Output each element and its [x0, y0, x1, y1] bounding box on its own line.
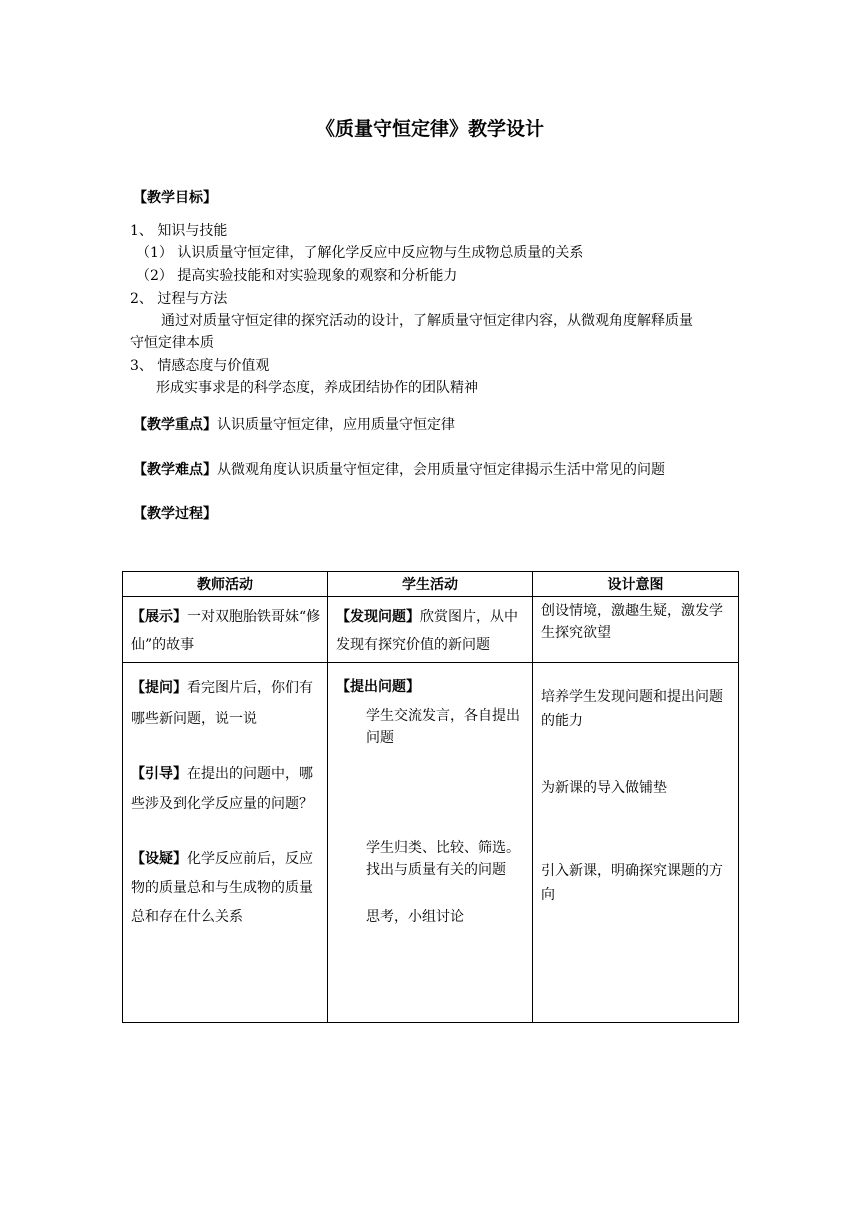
key-point-text: 认识质量守恒定律，应用质量守恒定律 — [217, 417, 455, 433]
difficulty-text: 从微观角度认识质量守恒定律，会用质量守恒定律揭示生活中常见的问题 — [217, 462, 665, 478]
teacher-cell-2 — [123, 663, 328, 1023]
process-heading: 【教学过程】 — [133, 506, 217, 522]
objective-attitude: 3、 情感态度与价值观 — [130, 358, 270, 374]
objective-knowledge-1: （1） 认识质量守恒定律，了解化学反应中反应物与生成物总质量的关系 — [136, 245, 584, 261]
key-point-label: 【教学重点】 — [133, 417, 217, 433]
table-row — [123, 597, 739, 663]
objective-knowledge-2: （2） 提高实验技能和对实验现象的观察和分析能力 — [136, 268, 458, 284]
teacher-tag-show: 【展示】 — [131, 609, 187, 625]
student-text-exchange: 学生交流发言，各自提出问题 — [366, 708, 520, 746]
header-teacher-activity: 教师活动 — [123, 572, 328, 597]
key-point — [133, 414, 455, 434]
intent-cell-2 — [533, 663, 739, 1023]
student-text-discuss: 思考，小组讨论 — [366, 909, 464, 925]
teacher-tag-ask: 【提问】 — [131, 680, 187, 696]
difficulty — [133, 459, 665, 479]
student-text-classify: 学生归类、比较、筛选。找出与质量有关的问题 — [366, 840, 520, 878]
student-tag-propose: 【提出问题】 — [336, 679, 420, 695]
table-row — [123, 663, 739, 1023]
objective-process-text-2: 守恒定律本质 — [130, 335, 214, 351]
student-cell-1 — [328, 597, 533, 663]
intent-text-3: 为新课的导入做铺垫 — [541, 780, 667, 796]
header-student-activity: 学生活动 — [328, 572, 533, 597]
objective-process: 2、 过程与方法 — [130, 291, 228, 307]
intent-text-1: 创设情境，激趣生疑，激发学生探究欲望 — [541, 603, 723, 641]
teacher-tag-doubt: 【设疑】 — [131, 851, 187, 867]
header-design-intent: 设计意图 — [533, 572, 739, 597]
teacher-tag-guide: 【引导】 — [131, 766, 187, 782]
student-text-discover: 欣赏图片，从中发现有探究价值的新问题 — [336, 609, 518, 653]
difficulty-label: 【教学难点】 — [133, 462, 217, 478]
objective-process-text-1: 通过对质量守恒定律的探究活动的设计，了解质量守恒定律内容，从微观角度解释质量 — [161, 313, 693, 329]
teacher-text-show: 一对双胞胎铁哥妹“修仙”的故事 — [131, 609, 321, 653]
objective-attitude-text: 形成实事求是的科学态度，养成团结协作的团队精神 — [156, 380, 478, 396]
document-title: 《质量守恒定律》教学设计 — [315, 118, 544, 140]
objectives-heading: 【教学目标】 — [133, 190, 217, 206]
intent-cell-1 — [533, 597, 739, 663]
teacher-text-guide: 在提出的问题中，哪些涉及到化学反应量的问题？ — [131, 766, 313, 812]
objective-knowledge: 1、 知识与技能 — [130, 223, 228, 239]
intent-text-2: 培养学生发现问题和提出问题的能力 — [541, 689, 723, 729]
student-cell-2 — [328, 663, 533, 1023]
teacher-cell-1 — [123, 597, 328, 663]
intent-text-4: 引入新课，明确探究课题的方向 — [541, 863, 723, 903]
lesson-process-table — [122, 571, 739, 1023]
student-tag-discover: 【发现问题】 — [336, 609, 420, 625]
table-header-row — [123, 572, 739, 597]
teacher-text-doubt: 化学反应前后，反应物的质量总和与生成物的质量总和存在什么关系 — [131, 851, 313, 925]
teacher-text-ask: 看完图片后，你们有哪些新问题，说一说 — [131, 680, 313, 727]
